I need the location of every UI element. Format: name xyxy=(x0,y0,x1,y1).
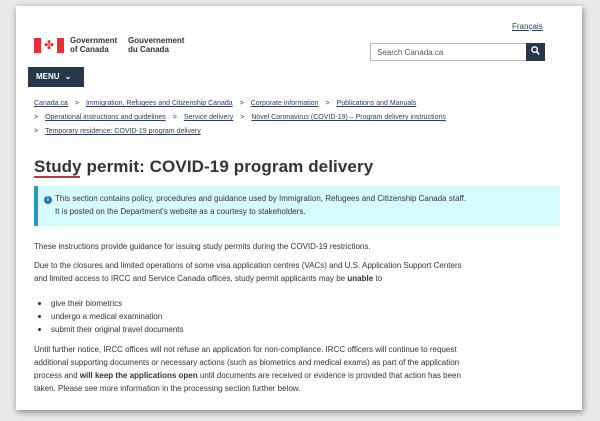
emphasis-unable: unable xyxy=(347,274,374,283)
list-item xyxy=(38,323,184,336)
wordmark-fr-line-2: du Canada xyxy=(128,45,169,54)
breadcrumb-separator: > xyxy=(34,128,39,135)
breadcrumb-separator: > xyxy=(74,100,79,107)
language-toggle-link[interactable]: Français xyxy=(512,22,543,31)
menu-button[interactable] xyxy=(28,67,84,87)
flag-left-bar xyxy=(34,38,41,53)
bullet-icon xyxy=(38,328,41,331)
closures-line-2 xyxy=(34,272,570,285)
bullet-icon xyxy=(38,302,41,305)
breadcrumb-service-delivery[interactable]: Service delivery xyxy=(183,114,234,121)
wordmark-en-line-1: Government xyxy=(70,36,118,45)
bullet-icon xyxy=(38,315,41,318)
wordmark-fr-line-1: Gouvernement xyxy=(128,36,185,45)
canada-flag-logo[interactable] xyxy=(34,38,64,53)
notice-paragraph xyxy=(34,343,570,395)
title-underline xyxy=(34,176,80,178)
breadcrumb-line-2 xyxy=(34,111,574,125)
flag-right-bar xyxy=(57,38,64,53)
breadcrumb-covid-program-delivery[interactable]: Novel Coronavirus (COVID-19) – Program delivery instructions xyxy=(251,114,446,121)
breadcrumb-publications-manuals[interactable]: Publications and Manuals xyxy=(336,100,417,107)
government-of-canada-wordmark xyxy=(70,36,117,54)
list-item xyxy=(38,310,162,323)
breadcrumb-separator: > xyxy=(325,100,330,107)
breadcrumb-separator: > xyxy=(239,100,244,107)
list-item-text: give their biometrics xyxy=(51,299,123,308)
menu-label: MENU xyxy=(36,72,60,81)
page-title: Study permit: COVID-19 program delivery xyxy=(34,157,374,176)
notice-line-4: taken. Please see more information in the processing section further below. xyxy=(34,384,301,393)
breadcrumb-separator: > xyxy=(172,114,177,121)
search-icon xyxy=(531,46,540,55)
closures-text: and limited access to IRCC and Service Canada offices, study permit applicants may be xyxy=(34,274,346,283)
breadcrumb-corporate-information[interactable]: Corporate information xyxy=(250,100,319,107)
notice-line-1: Until further notice, IRCC offices will not refuse an application for non-compliance. IRCC officers will continue to request xyxy=(34,345,457,354)
search-input[interactable] xyxy=(370,43,527,61)
breadcrumb-separator: > xyxy=(34,114,39,121)
chevron-down-icon: ⌄ xyxy=(64,72,72,81)
notice-line-3 xyxy=(34,369,570,382)
info-alert xyxy=(34,186,560,226)
notice-text-end: until documents are received or evidence is provided that action has been xyxy=(199,371,461,380)
search-button[interactable] xyxy=(526,43,545,61)
list-item-text: submit their original travel documents xyxy=(51,325,184,334)
breadcrumb-line-3 xyxy=(34,125,574,139)
page xyxy=(16,6,582,410)
closures-paragraph xyxy=(34,259,570,285)
breadcrumb-temporary-residence[interactable]: Temporary residence: COVID-19 program delivery xyxy=(45,128,201,135)
wordmark-en-line-2: of Canada xyxy=(70,45,109,54)
gouvernement-du-canada-wordmark xyxy=(128,36,184,54)
breadcrumb-canada-ca[interactable]: Canada.ca xyxy=(34,100,68,107)
emphasis-keep-open: will keep the applications open xyxy=(79,371,198,380)
notice-text: process and xyxy=(34,371,78,380)
alert-line-1 xyxy=(44,192,552,205)
info-icon: i xyxy=(44,196,52,204)
maple-leaf-icon: ✤ xyxy=(43,38,55,52)
alert-line-2: It is posted on the Department's website as a courtesy to stakeholders. xyxy=(55,207,306,216)
breadcrumb xyxy=(34,97,574,139)
breadcrumb-operational-instructions[interactable]: Operational instructions and guidelines xyxy=(45,114,166,121)
breadcrumb-ircc[interactable]: Immigration, Refugees and Citizenship Canada xyxy=(85,100,233,107)
closures-text-end: to xyxy=(375,274,383,283)
breadcrumb-line-1 xyxy=(34,97,574,111)
breadcrumb-separator: > xyxy=(240,114,245,121)
alert-text-1: This section contains policy, procedures and guidance used by Immigration, Refugees and Citizenship Canada staff. xyxy=(55,194,467,203)
list-item-text: undergo a medical examination xyxy=(51,312,163,321)
closures-line-1: Due to the closures and limited operations of some visa application centres (VACs) and U.S. Application Support Centers xyxy=(34,261,462,270)
notice-line-2: additional supporting documents or necessary actions (such as biometrics and medical exams) as part of the application xyxy=(34,358,460,367)
list-item xyxy=(38,297,122,310)
intro-paragraph: These instructions provide guidance for issuing study permits during the COVID-19 restrictions. xyxy=(34,242,371,251)
